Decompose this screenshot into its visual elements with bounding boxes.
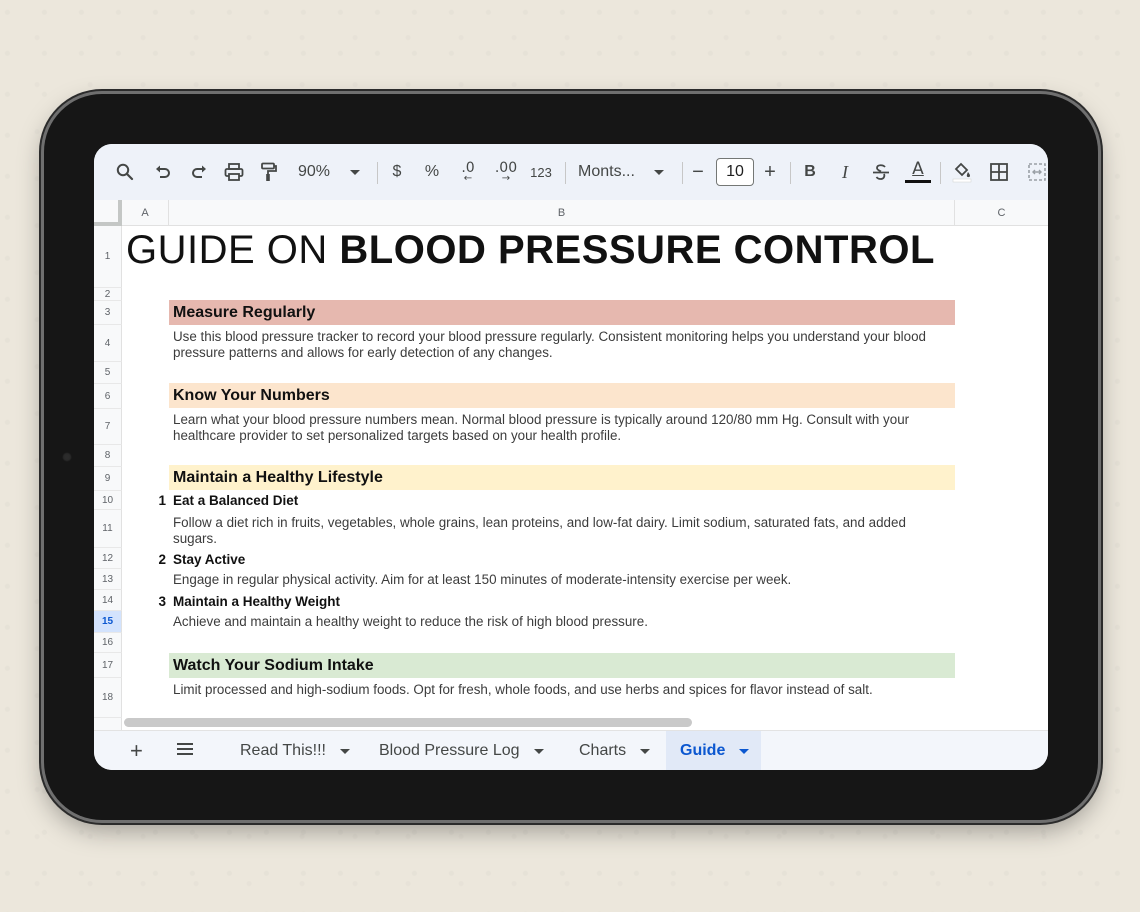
row-header-18[interactable]: 18 xyxy=(94,678,122,718)
search-icon[interactable] xyxy=(114,158,136,186)
row-header-1[interactable]: 1 xyxy=(94,226,122,288)
subheading-balanced-diet[interactable]: Eat a Balanced Diet xyxy=(173,493,299,508)
text-healthy-weight[interactable]: Achieve and maintain a healthy weight to reduce the risk of high blood pressure. xyxy=(173,614,648,629)
all-sheets-button[interactable] xyxy=(168,731,202,770)
tab-read-this[interactable] xyxy=(226,731,364,770)
row-header-3[interactable]: 3 xyxy=(94,301,122,325)
add-sheet-button[interactable] xyxy=(124,731,149,770)
row-header-2[interactable]: 2 xyxy=(94,288,122,301)
text-color-bar xyxy=(905,180,931,183)
bold-button[interactable]: B xyxy=(804,163,816,180)
increase-decimal-label: .00 xyxy=(494,160,518,176)
row-header-5[interactable]: 5 xyxy=(94,362,122,384)
page-title[interactable] xyxy=(126,228,935,273)
chevron-down-icon[interactable] xyxy=(640,749,650,754)
zoom-select[interactable]: 90% xyxy=(297,163,331,180)
row-header-10[interactable]: 10 xyxy=(94,491,122,510)
list-number-1: 1 xyxy=(158,493,166,508)
undo-icon[interactable] xyxy=(152,158,174,186)
row-header-9[interactable]: 9 xyxy=(94,467,122,491)
currency-format-button[interactable]: $ xyxy=(392,163,402,180)
plus-icon: + xyxy=(130,738,143,763)
sheet-tabs-bar xyxy=(94,730,1048,770)
column-header-b[interactable]: B xyxy=(169,200,955,226)
row-header-16[interactable]: 16 xyxy=(94,633,122,653)
section-text-measure[interactable]: Use this blood pressure tracker to record your blood pressure regularly. Consistent monitoring helps you understand your blood pressure patterns and allows for early detection of any changes. xyxy=(173,329,927,360)
tab-charts[interactable] xyxy=(565,731,664,770)
strikethrough-icon[interactable] xyxy=(870,158,892,186)
column-header-c[interactable]: C xyxy=(955,200,1048,226)
section-heading-measure[interactable]: Measure Regularly xyxy=(169,300,955,325)
row-header-6[interactable]: 6 xyxy=(94,384,122,409)
paint-format-icon[interactable] xyxy=(258,158,280,186)
text-color-letter: A xyxy=(912,159,924,179)
arrow-right-icon: → xyxy=(501,173,511,184)
decrease-decimal-label: .0 xyxy=(461,160,475,176)
text-balanced-diet[interactable]: Follow a diet rich in fruits, vegetables, whole grains, lean proteins, and low-fat dairy. Limit sodium, saturated fats, and added sugars. xyxy=(173,515,906,546)
zoom-dropdown-icon[interactable] xyxy=(348,158,362,186)
chevron-down-icon[interactable] xyxy=(534,749,544,754)
section-heading-sodium[interactable]: Watch Your Sodium Intake xyxy=(169,653,955,678)
toolbar-separator xyxy=(565,162,566,184)
row-header-12[interactable]: 12 xyxy=(94,548,122,569)
chevron-down-icon[interactable] xyxy=(739,749,749,754)
chevron-down-icon[interactable] xyxy=(340,749,350,754)
list-number-2: 2 xyxy=(158,552,166,567)
row-header-13[interactable]: 13 xyxy=(94,569,122,590)
tab-label: Read This!!! xyxy=(240,742,326,759)
text-stay-active[interactable]: Engage in regular physical activity. Aim for at least 150 minutes of moderate-intensity exercise per week. xyxy=(173,572,792,587)
list-number-3: 3 xyxy=(158,594,166,609)
toolbar-separator xyxy=(940,162,941,184)
title-bold: BLOOD PRESSURE CONTROL xyxy=(339,228,935,272)
row-header-17[interactable]: 17 xyxy=(94,653,122,678)
percent-format-button[interactable]: % xyxy=(424,163,440,180)
toolbar-separator xyxy=(377,162,378,184)
tab-label: Blood Pressure Log xyxy=(379,742,520,759)
font-family-select[interactable]: Monts... xyxy=(578,163,635,180)
section-text-numbers[interactable]: Learn what your blood pressure numbers mean. Normal blood pressure is typically around 120/80 mm Hg. Consult with your healthcare provider to set personalized targets based on your health profile. xyxy=(173,412,910,443)
section-heading-lifestyle[interactable]: Maintain a Healthy Lifestyle xyxy=(169,465,955,490)
toolbar-separator xyxy=(682,162,683,184)
row-header-4[interactable]: 4 xyxy=(94,325,122,362)
tab-label: Guide xyxy=(680,742,726,759)
section-heading-numbers[interactable]: Know Your Numbers xyxy=(169,383,955,408)
redo-icon[interactable] xyxy=(188,158,210,186)
arrow-left-icon: ← xyxy=(463,173,473,184)
tab-blood-pressure-log[interactable] xyxy=(365,731,558,770)
increase-decimal-button[interactable] xyxy=(492,158,520,186)
decrease-font-size-button[interactable]: − xyxy=(692,160,704,183)
row-header-filler xyxy=(94,718,122,730)
subheading-healthy-weight[interactable]: Maintain a Healthy Weight xyxy=(173,594,341,609)
toolbar xyxy=(94,144,1048,200)
column-header-a[interactable]: A xyxy=(122,200,169,226)
row-header-14[interactable]: 14 xyxy=(94,590,122,611)
select-all-corner[interactable] xyxy=(94,200,122,226)
subheading-stay-active[interactable]: Stay Active xyxy=(173,552,246,567)
section-text-sodium[interactable]: Limit processed and high-sodium foods. Opt for fresh, whole foods, and use herbs and spices for flavor instead of salt. xyxy=(173,682,873,697)
row-header-8[interactable]: 8 xyxy=(94,445,122,467)
title-light: GUIDE ON xyxy=(126,228,340,272)
tab-guide[interactable] xyxy=(666,731,761,770)
row-header-15[interactable]: 15 xyxy=(94,611,122,633)
horizontal-scrollbar[interactable] xyxy=(124,718,692,727)
increase-font-size-button[interactable]: + xyxy=(764,160,776,183)
row-header-7[interactable]: 7 xyxy=(94,409,122,445)
tab-label: Charts xyxy=(579,742,627,759)
borders-icon[interactable] xyxy=(988,158,1010,186)
decrease-decimal-button[interactable] xyxy=(456,158,480,186)
font-size-input[interactable]: 10 xyxy=(716,158,754,186)
spreadsheet-screen xyxy=(94,144,1048,770)
menu-icon xyxy=(176,742,194,761)
camera xyxy=(62,452,72,462)
text-color-button[interactable] xyxy=(904,158,932,186)
number-format-button[interactable]: 123 xyxy=(530,164,552,180)
row-header-11[interactable]: 11 xyxy=(94,510,122,548)
fill-color-icon[interactable] xyxy=(950,158,974,186)
italic-button[interactable]: I xyxy=(842,161,848,182)
font-dropdown-icon[interactable] xyxy=(652,158,666,186)
print-icon[interactable] xyxy=(222,158,246,186)
merge-cells-icon[interactable] xyxy=(1026,158,1048,186)
toolbar-separator xyxy=(790,162,791,184)
